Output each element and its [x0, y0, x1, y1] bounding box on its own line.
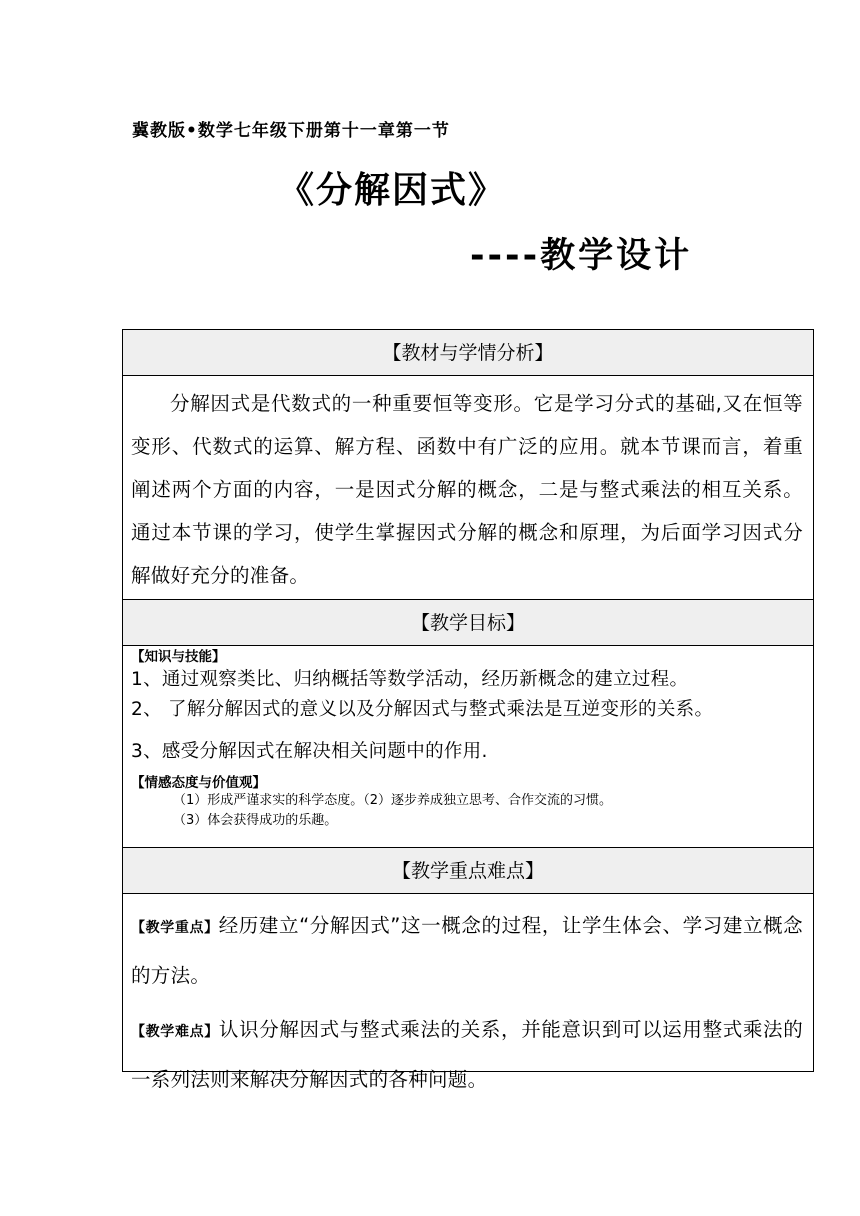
keypoints-section — [123, 894, 813, 1091]
difficulty-paragraph — [131, 1006, 803, 1104]
goal-item-3: 3、感受分解因式在解决相关问题中的作用. — [131, 741, 488, 762]
difficulty-text: 认识分解因式与整式乘法的关系，并能意识到可以运用整式乘法的一系列法则来解决分解因式的各种问题。 — [131, 1018, 803, 1091]
goal-item-1: 1、通过观察类比、归纳概括等数学活动，经历新概念的建立过程。 — [131, 669, 689, 690]
document-title: 《分解因式》 — [278, 170, 507, 211]
emotion-item-1: （1）形成严谨求实的科学态度。（2）逐步养成独立思考、合作交流的习惯。 — [173, 793, 613, 808]
focus-paragraph — [131, 902, 803, 1000]
analysis-body: 分解因式是代数式的一种重要恒等变形。它是学习分式的基础,又在恒等变形、代数式的运算、解方程、函数中有广泛的应用。就本节课而言，着重阐述两个方面的内容，一是因式分解的概念，二是与整式乘法的相互关系。通过本节课的学习，使学生掌握因式分解的概念和原理，为后面学习因式分解做好充分的准备。 — [131, 392, 803, 587]
analysis-heading: 【教材与学情分析】 — [123, 330, 813, 376]
difficulty-label: 【教学难点】 — [131, 1024, 219, 1040]
document-type: ----教学设计 — [470, 236, 693, 276]
emotion-item-2: （3）体会获得成功的乐趣。 — [173, 813, 338, 828]
keypoints-heading: 【教学重点难点】 — [123, 847, 813, 894]
goals-section — [123, 646, 813, 847]
goals-heading: 【教学目标】 — [123, 599, 813, 646]
lesson-plan-table — [122, 329, 814, 1091]
knowledge-label: 【知识与技能】 — [131, 649, 226, 665]
emotion-label: 【情感态度与价值观】 — [131, 775, 266, 791]
focus-text: 经历建立“分解因式”这一概念的过程，让学生体会、学习建立概念的方法。 — [131, 914, 803, 987]
goal-item-2: 2、 了解分解因式的意义以及分解因式与整式乘法是互逆变形的关系。 — [131, 699, 714, 720]
document-subtitle: 冀教版•数学七年级下册第十一章第一节 — [132, 121, 450, 141]
focus-label: 【教学重点】 — [131, 920, 219, 936]
